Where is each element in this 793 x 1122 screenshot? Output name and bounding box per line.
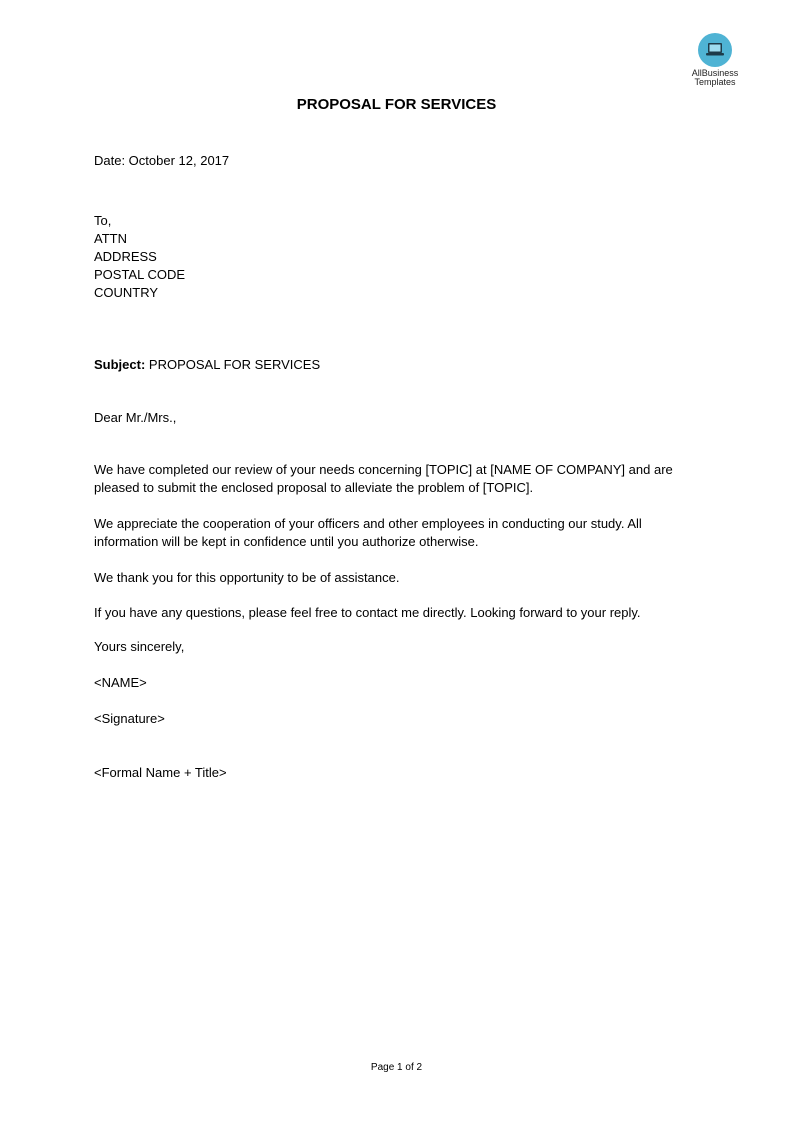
formal-name-title: <Formal Name + Title>: [94, 765, 227, 780]
logo-text-line2: Templates: [694, 77, 736, 87]
address-attn: ATTN: [94, 231, 127, 246]
greeting: Dear Mr./Mrs.,: [94, 410, 177, 425]
page-number: Page 1 of 2: [370, 1062, 423, 1073]
address-postal-code: POSTAL CODE: [94, 267, 186, 282]
subject-line: [94, 356, 320, 374]
subject-value: PROPOSAL FOR SERVICES: [148, 357, 321, 372]
signature-placeholder: <Signature>: [94, 711, 165, 726]
logo-text-line1: AllBusiness: [691, 68, 739, 78]
sender-name: <NAME>: [94, 675, 147, 690]
body-paragraph-3: We thank you for this opportunity to be of assistance.: [94, 570, 400, 585]
brand-logo: [684, 33, 746, 87]
date-line: Date: October 12, 2017: [94, 153, 230, 168]
address-country: COUNTRY: [94, 285, 159, 300]
body-paragraph-4: If you have any questions, please feel free to contact me directly. Looking forward to your reply.: [94, 605, 641, 620]
body-paragraph-2: We appreciate the cooperation of your officers and other employees in conducting our study. All information will be kept in confidence until you authorize otherwise.: [94, 516, 642, 549]
body-paragraph-1: We have completed our review of your needs concerning [TOPIC] at [NAME OF COMPANY] and are pleased to submit the enclosed proposal to alleviate the problem of [TOPIC].: [94, 462, 673, 495]
subject-label: Subject:: [94, 357, 146, 372]
document-title: PROPOSAL FOR SERVICES: [296, 96, 497, 113]
closing: Yours sincerely,: [94, 639, 185, 654]
address-to: To,: [94, 213, 112, 228]
laptop-icon: [698, 33, 732, 67]
address-street: ADDRESS: [94, 249, 157, 264]
